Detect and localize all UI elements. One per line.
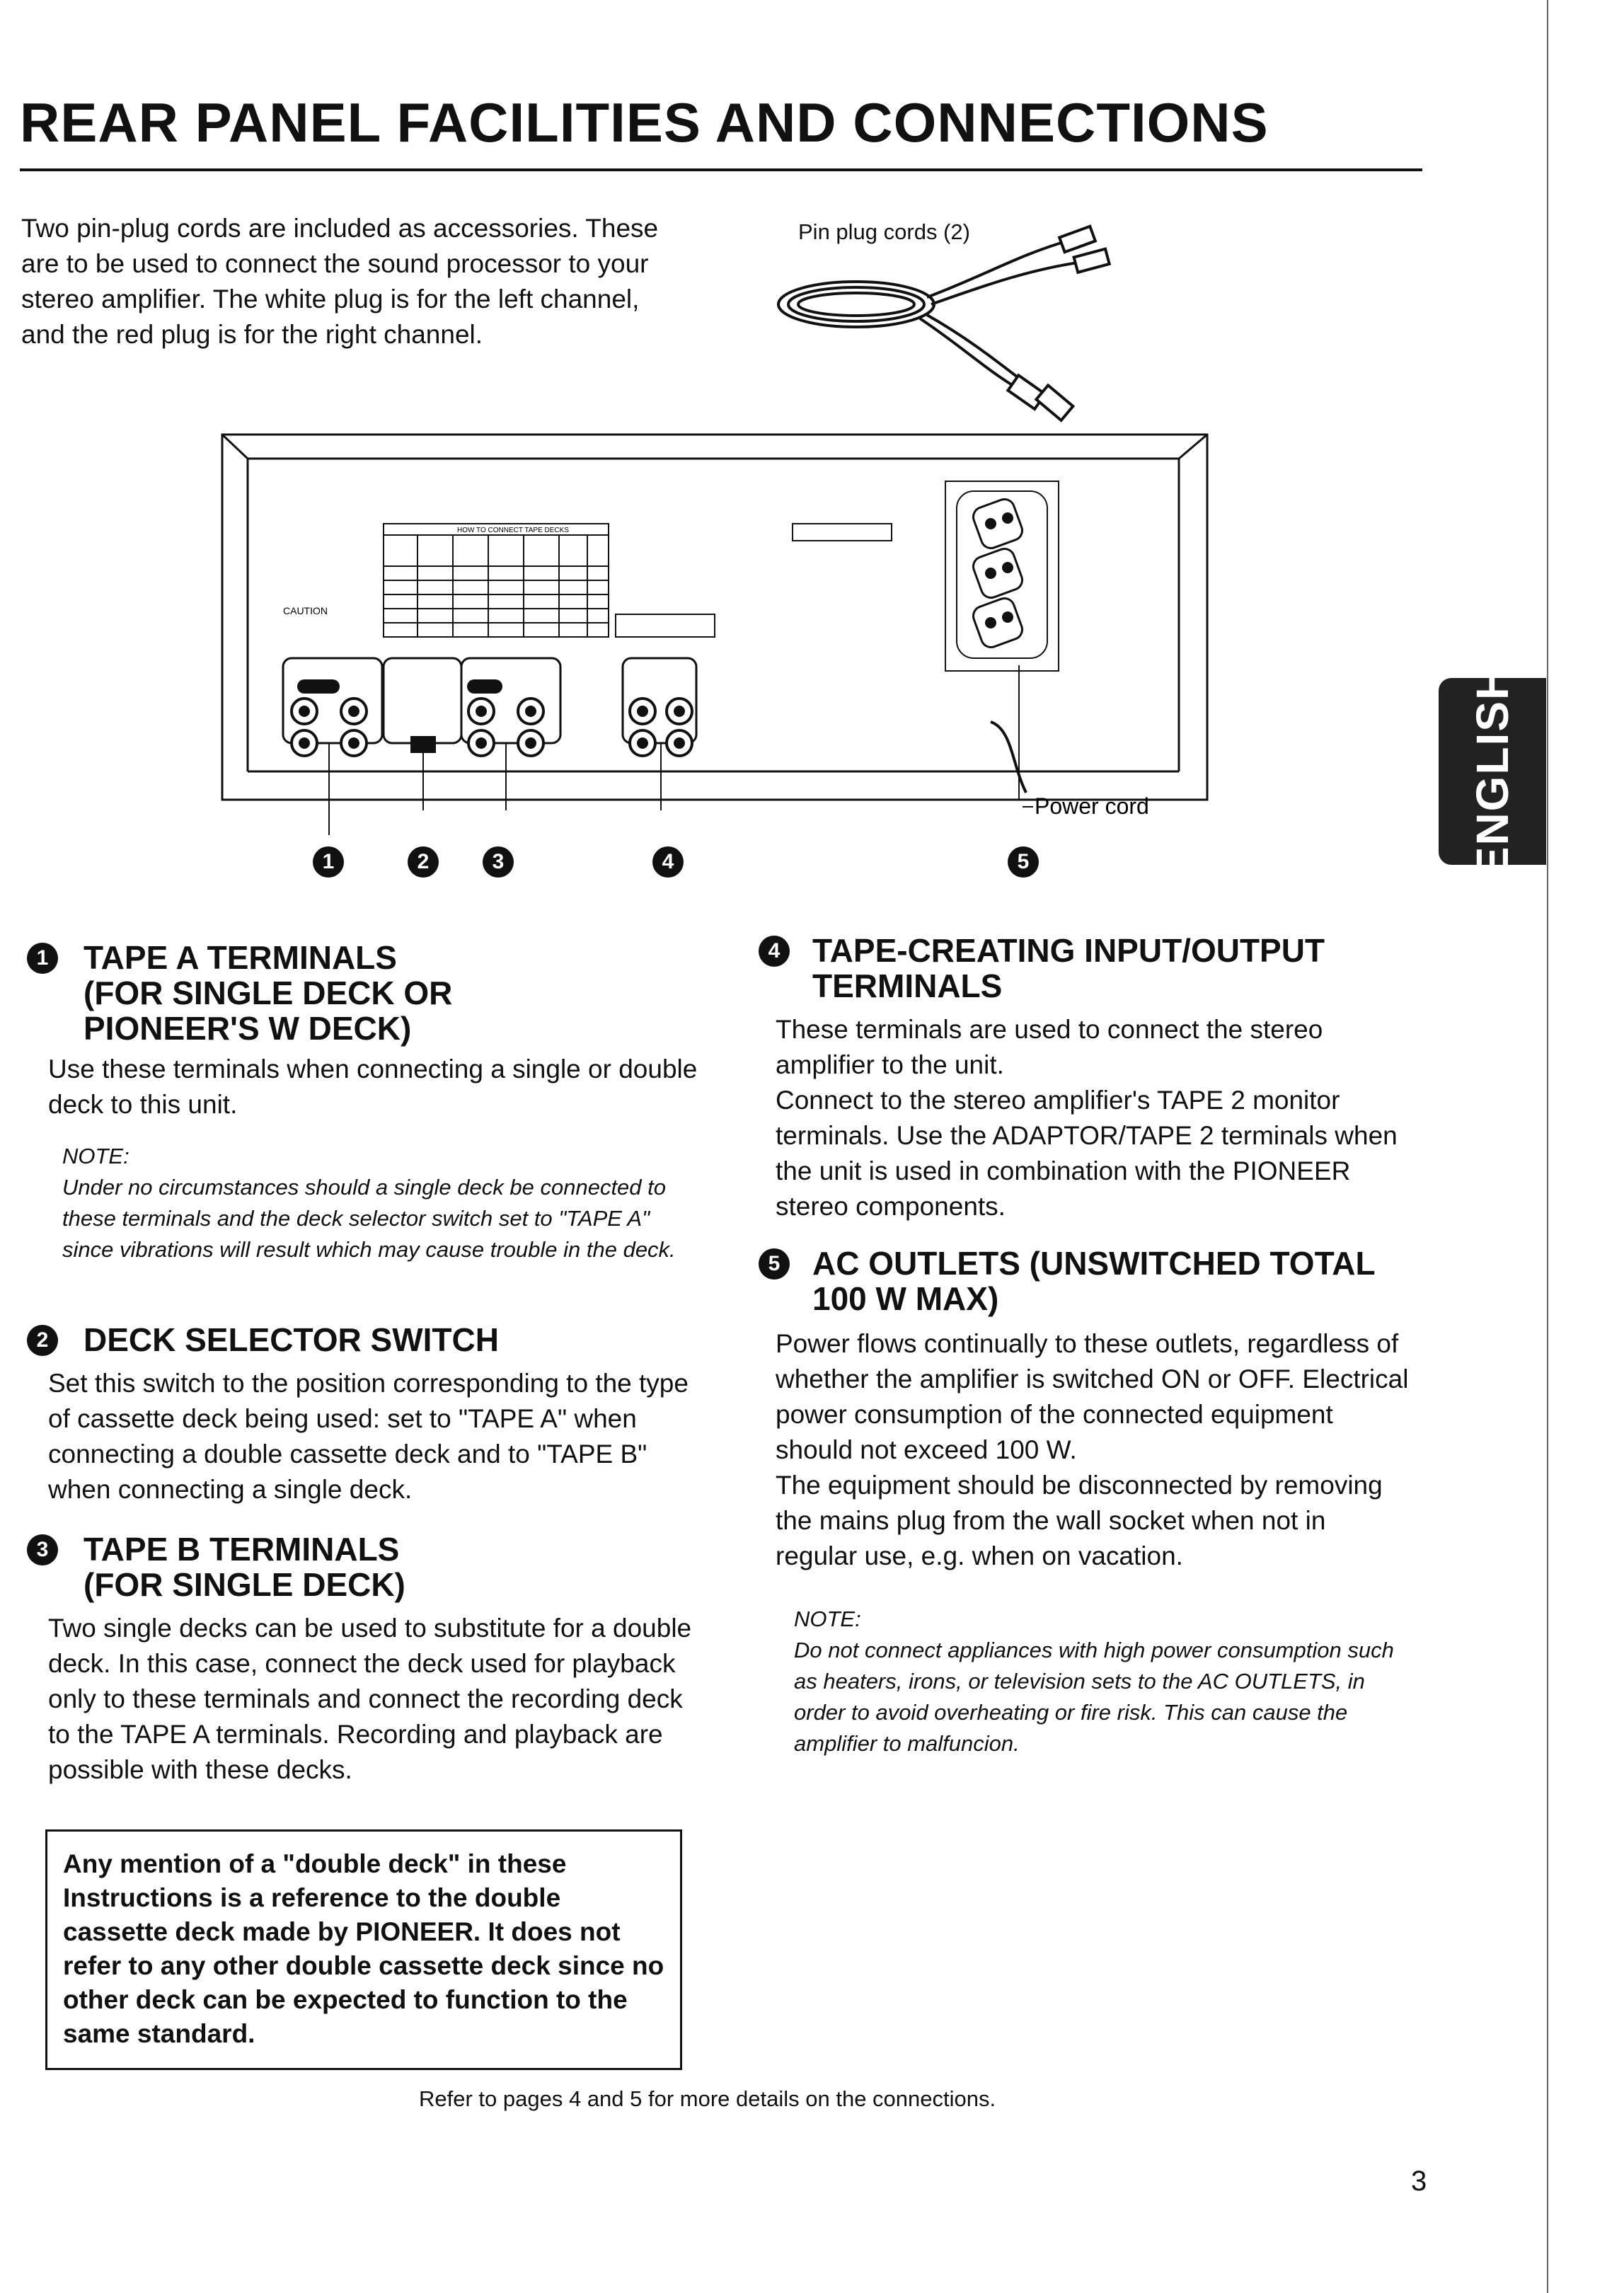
section-3-title-line-2: (FOR SINGLE DECK) — [83, 1566, 405, 1603]
caution-label: CAUTION — [283, 605, 328, 616]
double-deck-notice-box — [45, 1829, 682, 2070]
intro-text: Two pin-plug cords are included as accessories. These are to be used to connect the sound processor to your stereo amplifier. The white plug is for the left channel, and the red plug is for the right channel. — [21, 214, 659, 349]
marker-4: 4 — [652, 846, 684, 878]
section-5-body-2: The equipment should be disconnected by removing the mains plug from the wall socket when not in regular use, e.g. when on vacation. — [776, 1471, 1383, 1570]
section-5-title-line-1: AC OUTLETS (UNSWITCHED TOTAL — [812, 1245, 1376, 1282]
section-1-note: Under no circumstances should a single deck be connected to these terminals and the deck selector switch set to "TAPE A" since vibrations will result which may cause trouble in the deck. — [62, 1175, 676, 1262]
section-5-number: 5 — [759, 1248, 790, 1280]
section-4-title-line-1: TAPE-CREATING INPUT/OUTPUT — [812, 932, 1325, 969]
section-5-body-1: Power flows continually to these outlets, regardless of whether the amplifier is switched ON or OFF. Electrical power consumption of the connected equipment should not exceed 100 W. — [776, 1329, 1409, 1464]
section-4-body-1: These terminals are used to connect the stereo amplifier to the unit. — [776, 1015, 1323, 1079]
pin-plug-cords-illustration — [750, 212, 1146, 425]
section-3-body: Two single decks can be used to substitute for a double deck. In this case, connect the deck used for playback only to these terminals and connect the recording deck to the TAPE A terminals. Recording and playback are possible with these decks. — [48, 1614, 692, 1784]
section-5-note: Do not connect appliances with high power consumption such as heaters, irons, or television sets to the AC OUTLETS, in order to avoid overheating or fire risk. This can cause the amplifier to malfuncion. — [794, 1638, 1394, 1756]
marker-2: 2 — [408, 846, 439, 878]
section-1-body: Use these terminals when connecting a single or double deck to this unit. — [48, 1054, 698, 1119]
section-5-note-label: NOTE: — [794, 1607, 861, 1631]
section-5-title-line-2: 100 W MAX) — [812, 1280, 999, 1317]
section-2-title: DECK SELECTOR SWITCH — [83, 1321, 499, 1358]
section-1-title-line-2: (FOR SINGLE DECK OR — [83, 975, 453, 1011]
footer-reference: Refer to pages 4 and 5 for more details on the connections. — [419, 2086, 996, 2111]
section-4-number: 4 — [759, 936, 790, 967]
marker-3: 3 — [483, 846, 514, 878]
section-tape-b — [27, 1531, 692, 1788]
page-edge — [1547, 0, 1548, 2293]
marker-5: 5 — [1008, 846, 1039, 878]
section-tape-creating — [759, 933, 1417, 1224]
power-cord-label: Power cord — [1035, 793, 1149, 819]
section-ac-outlets — [759, 1246, 1417, 1759]
section-1-title-line-1: TAPE A TERMINALS — [83, 939, 397, 976]
section-3-number: 3 — [27, 1534, 58, 1565]
section-2-number: 2 — [27, 1325, 58, 1356]
marker-1: 1 — [313, 846, 344, 878]
double-deck-notice-text: Any mention of a "double deck" in these Instructions is a reference to the double cassette deck made by PIONEER. It does not refer to any other double cassette deck since no other deck can be expected to function to the same standard. — [63, 1849, 664, 2048]
section-tape-a — [27, 939, 698, 1265]
section-4-body-2: Connect to the stereo amplifier's TAPE 2 monitor terminals. Use the ADAPTOR/TAPE 2 terminals when the unit is used in combination with the PIONEER stereo components. — [776, 1086, 1398, 1221]
section-4-title-line-2: TERMINALS — [812, 967, 1003, 1004]
page-title: REAR PANEL FACILITIES AND CONNECTIONS — [20, 91, 1269, 154]
section-1-title-line-3: PIONEER'S W DECK) — [83, 1010, 412, 1047]
language-tab: ENGLISH — [1439, 678, 1546, 865]
section-deck-selector — [27, 1322, 692, 1507]
page-number: 3 — [1411, 2166, 1427, 2197]
connect-chart-title: HOW TO CONNECT TAPE DECKS — [457, 527, 569, 534]
section-3-title-line-1: TAPE B TERMINALS — [83, 1531, 400, 1568]
title-rule — [20, 168, 1422, 171]
section-1-note-label: NOTE: — [62, 1144, 129, 1168]
rear-panel-diagram — [212, 425, 1217, 878]
pin-plug-label: Pin plug cords (2) — [798, 219, 970, 244]
section-1-number: 1 — [27, 943, 58, 974]
section-2-body: Set this switch to the position corresponding to the type of cassette deck being used: set to "TAPE A" when connecting a double cassette deck and to "TAPE B" when connecting a single deck. — [48, 1369, 689, 1504]
